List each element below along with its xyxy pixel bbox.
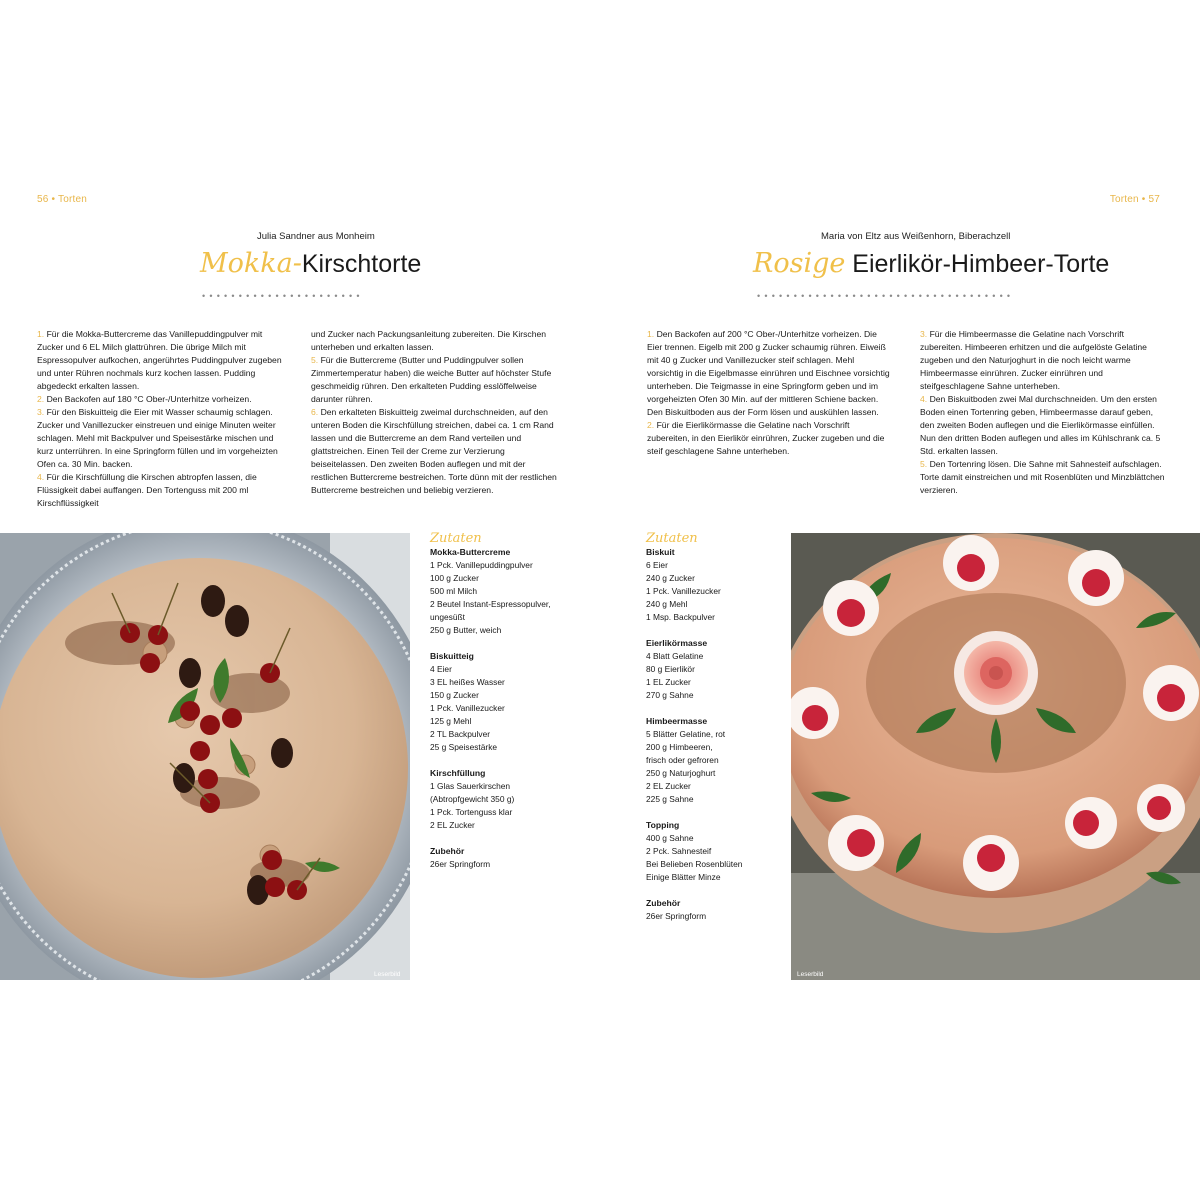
step xyxy=(647,419,892,458)
ingredient-line: 4 Eier xyxy=(430,664,452,674)
ingredient-line: 26er Springform xyxy=(430,859,491,869)
title-script-left: Mokka- xyxy=(200,248,302,279)
ingredient-group-heading: Biskuitteig xyxy=(430,651,474,661)
ingredient-line: 1 Pck. Vanillezucker xyxy=(646,586,721,596)
step-number: 4. xyxy=(37,472,45,482)
step-number: 1. xyxy=(647,329,655,339)
instructions-col1-right xyxy=(647,328,892,458)
step xyxy=(920,458,1165,497)
step-text: Für die Mokka-Buttercreme das Vanillepuddingpulver mit Zucker und 6 EL Milch glattrühren. Die übrige Milch mit Espressopulver aufkochen, angerührtes Puddingpulver zugeben und unter Rühren nochmals kurz kochen lassen. Pudding abgedeckt erkalten lassen. xyxy=(37,329,282,391)
ingredient-line: 400 g Sahne xyxy=(646,833,694,843)
ingredient-line: frisch oder gefroren xyxy=(646,755,719,765)
ingredient-line: 1 EL Zucker xyxy=(646,677,691,687)
ingredient-line: 200 g Himbeeren, xyxy=(646,742,713,752)
photo-credit-left: Leserbild xyxy=(374,971,401,978)
step-number: 4. xyxy=(920,394,928,404)
ingredient-line: 150 g Zucker xyxy=(430,690,479,700)
ingredient-line: Bei Belieben Rosenblüten xyxy=(646,859,743,869)
step-number: 5. xyxy=(311,355,319,365)
step-number: 1. xyxy=(37,329,45,339)
ingredient-line: 250 g Naturjoghurt xyxy=(646,768,716,778)
ingredient-line: (Abtropfgewicht 350 g) xyxy=(430,794,515,804)
ingredient-line: 3 EL heißes Wasser xyxy=(430,677,505,687)
ingredient-group-heading: Zubehör xyxy=(430,846,465,856)
ingredient-group-heading: Topping xyxy=(646,820,680,830)
photo-credit-right: Leserbild xyxy=(797,971,824,978)
step xyxy=(37,471,285,510)
instructions-col2-left xyxy=(311,328,559,497)
ingredient-line: 1 Glas Sauerkirschen xyxy=(430,781,511,791)
ingredient-line: 1 Pck. Vanillezucker xyxy=(430,703,505,713)
ingredient-line: 2 Pck. Sahnesteif xyxy=(646,846,712,856)
ingredient-line: 250 g Butter, weich xyxy=(430,625,502,635)
ingredient-line: 4 Blatt Gelatine xyxy=(646,651,704,661)
ingredient-list-right xyxy=(646,546,786,923)
ingredient-line: 25 g Speisestärke xyxy=(430,742,498,752)
ingredient-line: 26er Springform xyxy=(646,911,707,921)
ingredient-line: 1 Pck. Vanillepuddingpulver xyxy=(430,560,533,570)
ingredient-line: 6 Eier xyxy=(646,560,668,570)
ingredients-panel-left xyxy=(430,531,580,884)
recipe-author-right: Maria von Eltz aus Weißenhorn, Biberachzell xyxy=(821,231,1011,242)
recipe-author-left: Julia Sandner aus Monheim xyxy=(257,231,375,242)
step-text: Für die Himbeermasse die Gelatine nach Vorschrift zubereiten. Himbeeren erhitzen und die aufgelöste Gelatine zugeben und den Naturjoghurt in die noch leicht warme Himbeermasse einrühren. Zucker einrühren und steifgeschlagene Sahne unterheben. xyxy=(920,329,1147,391)
ingredient-group-heading: Himbeermasse xyxy=(646,716,708,726)
ingredient-line: 225 g Sahne xyxy=(646,794,694,804)
ingredient-group xyxy=(430,546,580,637)
step-number: 2. xyxy=(37,394,45,404)
title-script-right: Rosige xyxy=(753,248,846,279)
ingredient-line: 2 EL Zucker xyxy=(430,820,475,830)
ingredient-line: 2 Beutel Instant-Espressopulver, xyxy=(430,599,551,609)
ingredient-group xyxy=(430,650,580,754)
title-dot-divider-right: ••••••••••••••••••••••••••••••••••• xyxy=(757,291,1015,301)
step-text: Für die Eierlikörmasse die Gelatine nach Vorschrift zubereiten, in den Eierlikör einrühren, Zucker zugeben und die steif geschlagene Sahne unterheben. xyxy=(647,420,885,456)
ingredient-line: ungesüßt xyxy=(430,612,465,622)
ingredients-panel-right xyxy=(646,531,786,936)
ingredient-line: 500 ml Milch xyxy=(430,586,478,596)
ingredient-group xyxy=(430,845,580,871)
ingredient-line: Einige Blätter Minze xyxy=(646,872,721,882)
ingredient-group xyxy=(646,637,786,702)
step-text: Den Backofen auf 200 °C Ober-/Unterhitze vorheizen. Die Eier trennen. Eigelb mit 200 g Zucker schaumig rühren. Eiweiß mit 40 g Zucker und Vanillezucker steif schlagen. Mehl vorsichtig in die Eigelbmasse einrühren und Eischnee vorsichtig unterheben. Die Teigmasse in eine Springform geben und im vorgeheizten Ofen 30 Min. auf der mittleren Schiene backen. Den Biskuitboden aus der Form lösen und auskühlen lassen. xyxy=(647,329,890,417)
ingredient-group-heading: Mokka-Buttercreme xyxy=(430,547,511,557)
step xyxy=(647,328,892,419)
step xyxy=(37,393,285,406)
step-text: Den Biskuitboden zwei Mal durchschneiden. Um den ersten Boden einen Tortenring geben, Himbeermasse darauf geben, den zweiten Boden auflegen und die Eierlikörmasse einfüllen. Nun den dritten Boden auflegen und alles im Kühlschrank ca. 5 Std. erkalten lassen. xyxy=(920,394,1161,456)
instructions-col1-left xyxy=(37,328,285,510)
ingredient-group xyxy=(430,767,580,832)
eierlikoer-cake-photo xyxy=(791,533,1200,980)
ingredient-group xyxy=(646,897,786,923)
ingredient-line: 270 g Sahne xyxy=(646,690,694,700)
ingredient-line: 240 g Zucker xyxy=(646,573,695,583)
step-number: 5. xyxy=(920,459,928,469)
ingredient-line: 125 g Mehl xyxy=(430,716,472,726)
ingredient-group xyxy=(646,715,786,806)
ingredient-group xyxy=(646,819,786,884)
ingredient-line: 100 g Zucker xyxy=(430,573,479,583)
step xyxy=(311,328,559,354)
step xyxy=(311,406,559,497)
page-header-right: Torten • 57 xyxy=(1109,194,1160,205)
ingredient-line: 5 Blätter Gelatine, rot xyxy=(646,729,726,739)
ingredients-heading-left: Zutaten xyxy=(430,531,482,546)
title-rest-left: Kirschtorte xyxy=(301,250,422,278)
step xyxy=(311,354,559,406)
step-text: Für die Buttercreme (Butter und Puddingpulver sollen Zimmertemperatur haben) die weiche Butter auf höchster Stufe geschmeidig rühren. Den erkalteten Pudding esslöffelweise darunter rühren. xyxy=(311,355,552,404)
step-text: Den Tortenring lösen. Die Sahne mit Sahnesteif aufschlagen. Torte damit einstreichen und mit Rosenblüten und Minzblättchen verzieren. xyxy=(920,459,1165,495)
step-text: Für den Biskuitteig die Eier mit Wasser schaumig schlagen. Zucker und Vanillezucker einstreuen und einige Minuten weiter schlagen. Mehl mit Backpulver und Speisestärke mischen und kurz unterrühren. In eine Springform füllen und im vorgeheizten Ofen ca. 30 Min. backen. xyxy=(37,407,278,469)
ingredient-list-left xyxy=(430,546,580,871)
step-text: und Zucker nach Packungsanleitung zubereiten. Die Kirschen unterheben und erkalten lassen. xyxy=(311,329,547,352)
ingredient-line: 2 EL Zucker xyxy=(646,781,691,791)
step-number: 3. xyxy=(37,407,45,417)
page-header-left: 56 • Torten xyxy=(37,194,87,205)
ingredient-line: 1 Msp. Backpulver xyxy=(646,612,715,622)
ingredient-group-heading: Eierlikörmasse xyxy=(646,638,708,648)
ingredient-group xyxy=(646,546,786,624)
ingredients-heading-right: Zutaten xyxy=(646,531,698,546)
step-number: 3. xyxy=(920,329,928,339)
step-text: Den Backofen auf 180 °C Ober-/Unterhitze vorheizen. xyxy=(46,394,252,404)
step-text: Für die Kirschfüllung die Kirschen abtropfen lassen, die Flüssigkeit dabei auffangen. Den Tortenguss mit 200 ml Kirschflüssigkeit xyxy=(37,472,257,508)
step xyxy=(37,406,285,471)
ingredient-group-heading: Biskuit xyxy=(646,547,675,557)
ingredient-line: 80 g Eierlikör xyxy=(646,664,695,674)
step-number: 6. xyxy=(311,407,319,417)
ingredient-group-heading: Zubehör xyxy=(646,898,681,908)
ingredient-line: 2 TL Backpulver xyxy=(430,729,491,739)
recipe-photo-left xyxy=(0,533,410,980)
ingredient-line: 240 g Mehl xyxy=(646,599,688,609)
recipe-photo-right xyxy=(791,533,1200,980)
step-number: 2. xyxy=(647,420,655,430)
ingredient-group-heading: Kirschfüllung xyxy=(430,768,486,778)
step xyxy=(37,328,285,393)
step xyxy=(920,393,1165,458)
title-rest-right: Eierlikör-Himbeer-Torte xyxy=(852,250,1110,278)
title-dot-divider-left: •••••••••••••••••••••• xyxy=(202,291,364,301)
recipe-title-left xyxy=(200,248,421,279)
step xyxy=(920,328,1165,393)
step-text: Den erkalteten Biskuitteig zweimal durchschneiden, auf den unteren Boden die Kirschfüllung streichen, dabei ca. 1 cm Rand lassen und die Buttercreme an dem Rand verteilen und glattstreichen. Einen Teil der Creme zur Verzierung beiseitelassen. Den zweiten Boden auflegen und mit der restlichen Buttercreme bestreichen. Torte dünn mit der restlichen Buttercreme bestreichen und beliebig verzieren. xyxy=(311,407,557,495)
ingredient-line: 1 Pck. Tortenguss klar xyxy=(430,807,513,817)
instructions-col2-right xyxy=(920,328,1165,497)
mokka-cake-photo xyxy=(0,533,410,980)
recipe-title-right xyxy=(753,248,1109,279)
